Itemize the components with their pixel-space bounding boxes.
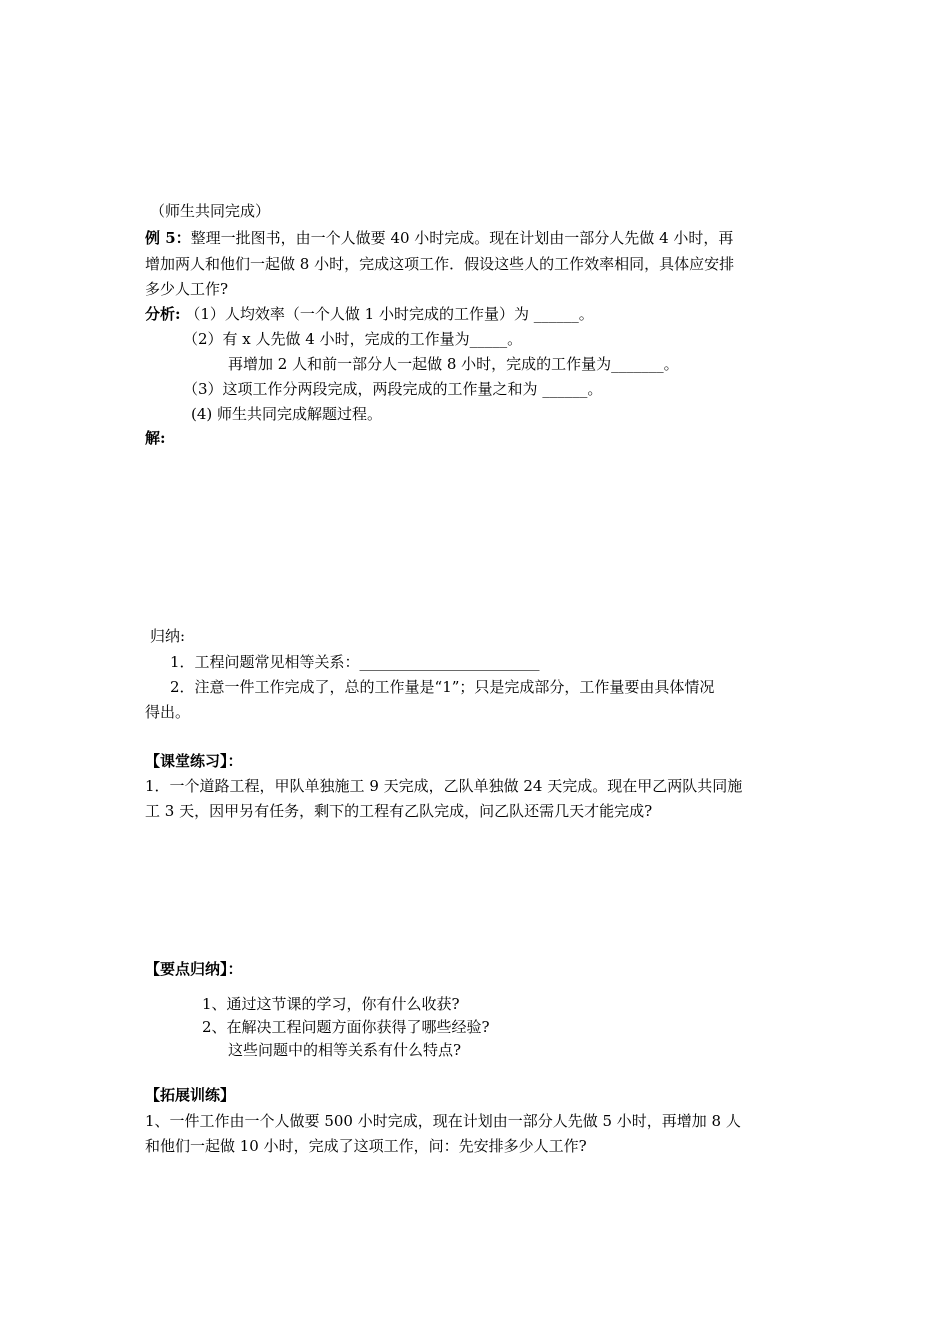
analysis-item2: （2）有 x 人先做 4 小时，完成的工作量为_____。 bbox=[183, 330, 523, 348]
key-points-item1: 1、通过这节课的学习，你有什么收获? bbox=[202, 995, 460, 1013]
class-practice-line1: 1．一个道路工程，甲队单独施工 9 天完成，乙队单独做 24 天完成。现在甲乙两队共同施 bbox=[145, 777, 743, 795]
example5-line3: 多少人工作? bbox=[145, 280, 229, 298]
example5-label: 例 5： bbox=[145, 229, 191, 247]
example5-line1 bbox=[145, 228, 733, 248]
extension-heading: 【拓展训练】 bbox=[145, 1086, 236, 1104]
intro-note: （师生共同完成） bbox=[150, 202, 271, 220]
summary-item1: 1．工程问题常见相等关系：________________________ bbox=[170, 653, 540, 671]
key-points-item2b: 这些问题中的相等关系有什么特点? bbox=[228, 1041, 462, 1059]
summary-label: 归纳: bbox=[150, 627, 186, 645]
example5-text1: 整理一批图书，由一个人做要 40 小时完成。现在计划由一部分人先做 4 小时，再 bbox=[190, 229, 734, 247]
analysis-label: 分析: bbox=[145, 305, 181, 323]
extension-line1: 1、一件工作由一个人做要 500 小时完成，现在计划由一部分人先做 5 小时，再增加 8 人 bbox=[145, 1112, 741, 1130]
summary-item2-line2: 得出。 bbox=[145, 703, 191, 721]
analysis-item2b: 再增加 2 人和前一部分人一起做 8 小时，完成的工作量为_______。 bbox=[228, 355, 679, 373]
analysis-item1-line bbox=[145, 304, 594, 324]
example5-line2: 增加两人和他们一起做 8 小时，完成这项工作．假设这些人的工作效率相同，具体应安排 bbox=[145, 255, 735, 273]
class-practice-heading: 【课堂练习】： bbox=[145, 752, 243, 770]
analysis-item1: （1）人均效率（一个人做 1 小时完成的工作量）为 ______。 bbox=[185, 305, 594, 323]
class-practice-line2: 工 3 天，因甲另有任务，剩下的工程有乙队完成，问乙队还需几天才能完成? bbox=[145, 802, 653, 820]
key-points-item2: 2、在解决工程问题方面你获得了哪些经验? bbox=[202, 1018, 490, 1036]
key-points-heading: 【要点归纳】： bbox=[145, 960, 243, 978]
summary-item2-line1: 2．注意一件工作完成了，总的工作量是“1”；只是完成部分，工作量要由具体情况 bbox=[170, 678, 715, 696]
analysis-item4: (4) 师生共同完成解题过程。 bbox=[191, 405, 383, 423]
analysis-item3: （3）这项工作分两段完成，两段完成的工作量之和为 ______。 bbox=[183, 380, 603, 398]
extension-line2: 和他们一起做 10 小时，完成了这项工作，问：先安排多少人工作? bbox=[145, 1137, 587, 1155]
solution-label: 解: bbox=[145, 429, 166, 447]
